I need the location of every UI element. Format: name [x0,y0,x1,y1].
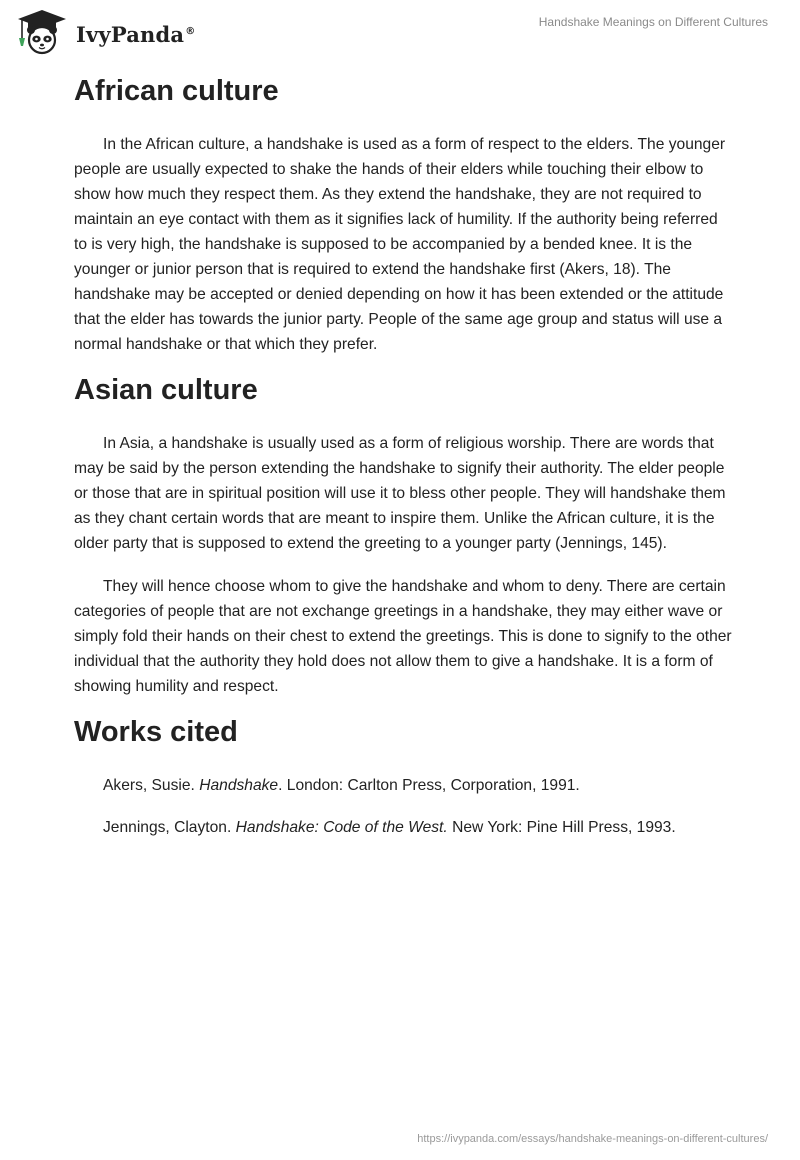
paragraph: In the African culture, a handshake is used as a form of respect to the elders. The younger people are usually expected to shake the hands of their elders while touching their elbow to show how much they respect them. As they extend the handshake, they are not required to maintain an eye contact with them as it signifies lack of humility. If the authority being referred to is very high, the handshake is supposed to be accompanied by a bended knee. It is the younger or junior person that is required to extend the handshake first (Akers, 18). The handshake may be accepted or denied depending on how it has been extended or the attitude that the elder has towards the junior party. People of the same age group and status will use a normal handshake or that which they prefer. [74,136,726,353]
citation-title: Handshake: Code of the West. [235,819,448,836]
citation-author: Akers, Susie. [103,777,195,794]
panda-graduation-cap-icon [14,8,70,56]
works-cited-heading: Works cited [74,716,238,748]
citation-details: . London: Carlton Press, Corporation, 1991. [278,777,580,794]
citation-details: New York: Pine Hill Press, 1993. [447,819,676,836]
brand-text: IvyPanda [76,21,185,47]
section-heading-asian: Asian culture [74,374,258,406]
registered-mark: ® [185,25,196,37]
citation-title: Handshake [199,777,279,794]
section-heading-african: African culture [74,75,279,107]
paragraph: They will hence choose whom to give the handshake and whom to deny. There are certain categories of people that are not exchange greetings in a handshake, they may either wave or simply fold their hands on their chest to extend the greetings. This is done to signify to the other individual that the authority they hold does not allow them to give a handshake. It is a form of showing humility and respect. [74,578,732,695]
ivypanda-logo[interactable] [14,8,195,56]
paragraph: In Asia, a handshake is usually used as a form of religious worship. There are words that may be said by the person extending the handshake to signify their authority. The elder people or those that are in spiritual position will use it to bless other people. They will handshake them as they chant certain words that are meant to inspire them. Unlike the African culture, it is the older party that is supposed to extend the greeting to a younger party (Jennings, 145). [74,435,726,552]
brand-name [76,22,195,47]
source-url[interactable]: https://ivypanda.com/essays/handshake-meanings-on-different-cultures/ [417,1133,768,1145]
essay-content [74,70,734,840]
citation-entry [74,773,734,798]
page-header [0,0,800,60]
document-title: Handshake Meanings on Different Cultures [538,15,768,29]
citation-author: Jennings, Clayton. [103,819,232,836]
citation-entry [74,815,734,840]
